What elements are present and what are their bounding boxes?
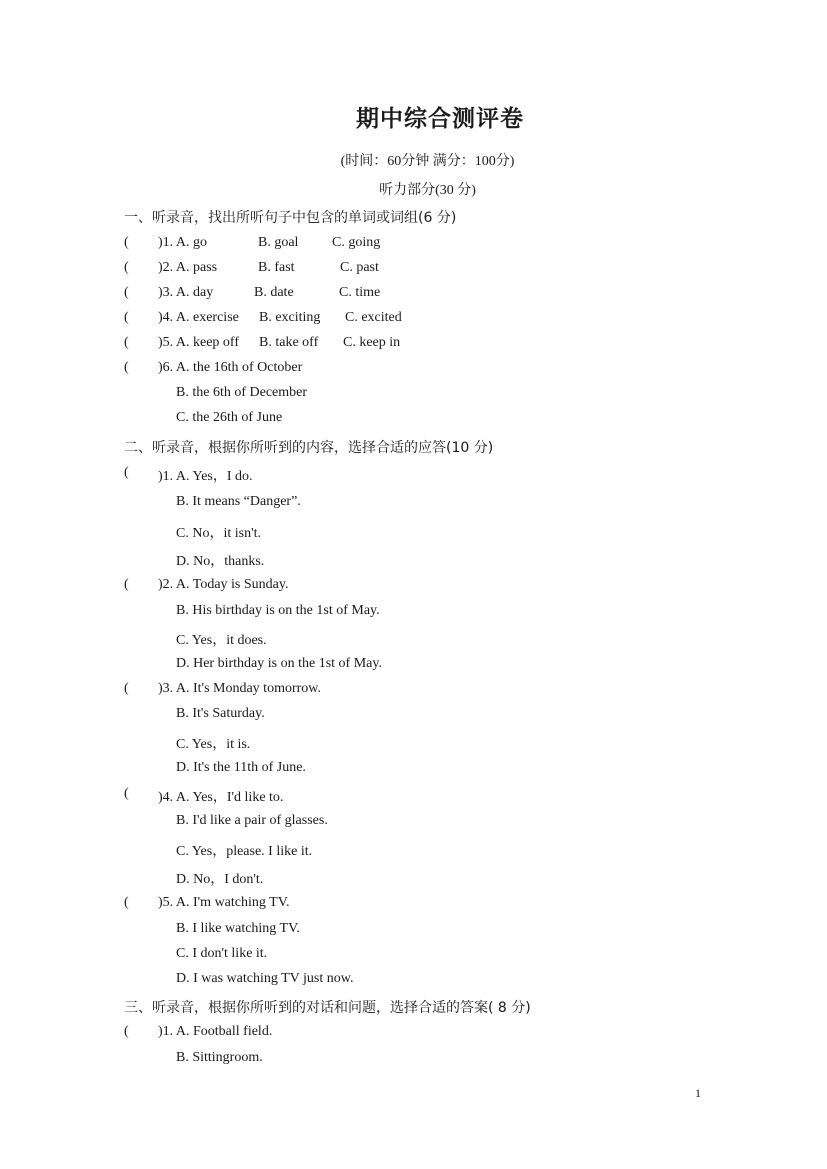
question-option-c: C. I don't like it. xyxy=(176,946,268,961)
answer-paren: ( xyxy=(124,895,129,910)
question-option-b: B. Sittingroom. xyxy=(176,1050,263,1065)
question-option-a: )2. A. pass xyxy=(158,260,218,275)
question-option-a: )1. A. go xyxy=(158,235,207,250)
question-option-a: )5. A. I'm watching TV. xyxy=(158,895,290,910)
page-title: 期中综合测评卷 xyxy=(356,105,524,132)
answer-paren: ( xyxy=(124,465,129,480)
answer-paren: ( xyxy=(124,235,129,250)
answer-paren: ( xyxy=(124,285,129,300)
question-option-c: C. going xyxy=(332,235,381,250)
time-info: (时间：60分钟 满分：100分) xyxy=(340,154,515,169)
question-option-c: C. No，it isn't. xyxy=(176,526,261,541)
question-option-b: B. I'd like a pair of glasses. xyxy=(176,813,328,828)
question-option-b: B. I like watching TV. xyxy=(176,921,300,936)
question-option-c: C. Yes，please. I like it. xyxy=(176,844,313,859)
answer-paren: ( xyxy=(124,310,129,325)
question-option-b: B. take off xyxy=(259,335,319,350)
question-option-c: C. Yes，it is. xyxy=(176,737,251,752)
question-option-c: C. past xyxy=(340,260,379,275)
question-option-a: )4. A. Yes，I'd like to. xyxy=(158,790,284,805)
question-option-a: )4. A. exercise xyxy=(158,310,239,325)
answer-paren: ( xyxy=(124,260,129,275)
question-option-b: B. His birthday is on the 1st of May. xyxy=(176,603,380,618)
question-option-a: )2. A. Today is Sunday. xyxy=(158,577,289,592)
question-option-b: B. date xyxy=(254,285,294,300)
answer-paren: ( xyxy=(124,335,129,350)
question-option-b: B. fast xyxy=(258,260,295,275)
question-option-a: )3. A. day xyxy=(158,285,214,300)
question-option-c: C. keep in xyxy=(343,335,401,350)
question-option-b: B. exciting xyxy=(259,310,321,325)
question-option-b: B. goal xyxy=(258,235,299,250)
question-option-a: )3. A. It's Monday tomorrow. xyxy=(158,681,321,696)
question-option-c: C. excited xyxy=(345,310,402,325)
question-option-c: C. time xyxy=(339,285,381,300)
question-option-d: D. I was watching TV just now. xyxy=(176,971,354,986)
question-option-a: )5. A. keep off xyxy=(158,335,239,350)
question-option-a: )1. A. Football field. xyxy=(158,1024,273,1039)
question-option-d: D. Her birthday is on the 1st of May. xyxy=(176,656,382,671)
question-option-d: D. No，I don't. xyxy=(176,872,264,887)
answer-paren: ( xyxy=(124,786,129,801)
question-option-a: )6. A. the 16th of October xyxy=(158,360,303,375)
listening-part-label: 听力部分(30 分) xyxy=(379,183,476,198)
question-option-a: )1. A. Yes，I do. xyxy=(158,469,253,484)
section1-heading: 一、听录音，找出所听句子中包含的单词或词组(6 分) xyxy=(124,210,457,226)
question-option-b: B. It's Saturday. xyxy=(176,706,265,721)
answer-paren: ( xyxy=(124,577,129,592)
answer-paren: ( xyxy=(124,1024,129,1039)
question-option-b: B. the 6th of December xyxy=(176,385,308,400)
answer-paren: ( xyxy=(124,360,129,375)
question-option-c: C. Yes，it does. xyxy=(176,633,267,648)
question-option-c: C. the 26th of June xyxy=(176,410,283,425)
question-option-d: D. No，thanks. xyxy=(176,554,265,569)
page-number: 1 xyxy=(695,1086,701,1100)
question-option-b: B. It means “Danger”. xyxy=(176,494,301,509)
section2-heading: 二、听录音，根据你所听到的内容，选择合适的应答(10 分) xyxy=(124,440,494,456)
answer-paren: ( xyxy=(124,681,129,696)
question-option-d: D. It's the 11th of June. xyxy=(176,760,306,775)
section3-heading: 三、听录音，根据你所听到的对话和问题，选择合适的答案( 8 分) xyxy=(124,1000,531,1016)
